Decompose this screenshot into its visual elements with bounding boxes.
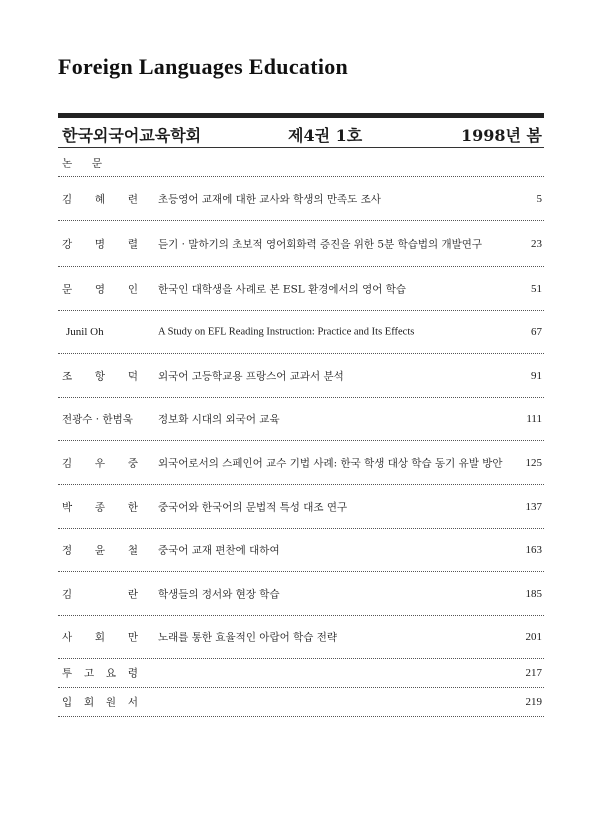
- page-number: 217: [525, 667, 542, 679]
- article-title: 초등영어 교재에 대한 교사와 학생의 만족도 조사: [158, 193, 381, 205]
- author-name: 강 명 렬: [62, 238, 138, 250]
- toc-entry[interactable]: [58, 267, 544, 311]
- toc-entry[interactable]: [58, 529, 544, 572]
- issue-header: [62, 120, 542, 146]
- volume-number: 제4권 1호: [288, 126, 363, 145]
- author-name: 사 회 만: [62, 631, 138, 644]
- article-title: A Study on EFL Reading Instruction: Practice and Its Effects: [158, 326, 415, 338]
- toc-entry[interactable]: [58, 616, 544, 659]
- header-thick-rule: [58, 113, 544, 118]
- page-number: 91: [531, 369, 542, 382]
- appendix-entry[interactable]: [58, 688, 544, 717]
- toc-entry[interactable]: [58, 354, 544, 398]
- author-name: 정 윤 철: [62, 544, 138, 557]
- society-name: 한국외국어교육학회: [62, 126, 202, 145]
- page-number: 51: [531, 282, 542, 295]
- page-number: 67: [531, 326, 542, 338]
- author-name: 문 영 인: [62, 283, 138, 295]
- author-name: 전광수 · 한범욱: [62, 413, 133, 426]
- appendix-label: 입 회 원 서: [62, 696, 138, 709]
- article-title: 듣기 · 말하기의 초보적 영어회화력 증진을 위한 5분 학습법의 개발연구: [158, 238, 483, 250]
- toc-entry[interactable]: [58, 572, 544, 616]
- page-number: 163: [525, 544, 542, 556]
- section-label: 논 문: [62, 157, 102, 169]
- page-number: 185: [525, 587, 542, 600]
- author-name: 박 종 한: [62, 501, 138, 513]
- article-title: 학생들의 정서와 현장 학습: [158, 588, 280, 600]
- journal-title: Foreign Languages Education: [58, 54, 349, 79]
- page-number: 111: [526, 413, 542, 425]
- article-title: 중국어 교재 편찬에 대하여: [158, 544, 280, 557]
- page-number: 219: [525, 696, 542, 708]
- author-name: 김 우 중: [62, 457, 138, 469]
- page-number: 23: [531, 237, 542, 250]
- toc-entry[interactable]: [58, 177, 544, 221]
- article-title: 정보화 시대의 외국어 교육: [158, 413, 280, 426]
- page-number: 125: [525, 456, 542, 469]
- author-name: Junil Oh: [66, 326, 104, 338]
- toc-entry[interactable]: [58, 398, 544, 441]
- toc-entry[interactable]: [58, 311, 544, 354]
- header-thin-rule: [58, 147, 544, 148]
- toc-entry[interactable]: [58, 221, 544, 267]
- article-title: 한국인 대학생을 사례로 본 ESL 환경에서의 영어 학습: [158, 283, 407, 295]
- author-name: 김 혜 련: [62, 193, 138, 205]
- author-name: 조 항 덕: [62, 370, 138, 382]
- issue-season: 1998년 봄: [460, 126, 542, 145]
- toc-entry[interactable]: [58, 441, 544, 485]
- page-number: 5: [536, 192, 542, 205]
- page-number: 137: [525, 500, 542, 513]
- appendix-label: 투 고 요 령: [62, 667, 138, 680]
- toc-entry[interactable]: [58, 485, 544, 529]
- article-title: 외국어로서의 스페인어 교수 기법 사례: 한국 학생 대상 학습 동기 유발 방안: [158, 457, 503, 469]
- table-of-contents: [58, 149, 544, 717]
- author-name: 김 란: [62, 588, 138, 600]
- section-row-papers: [58, 149, 544, 177]
- article-title: 중국어와 한국어의 문법적 특성 대조 연구: [158, 501, 348, 513]
- appendix-entry[interactable]: [58, 659, 544, 688]
- article-title: 외국어 고등학교용 프랑스어 교과서 분석: [158, 370, 344, 382]
- page-number: 201: [525, 631, 542, 643]
- article-title: 노래를 통한 효율적인 아랍어 학습 전략: [158, 631, 337, 644]
